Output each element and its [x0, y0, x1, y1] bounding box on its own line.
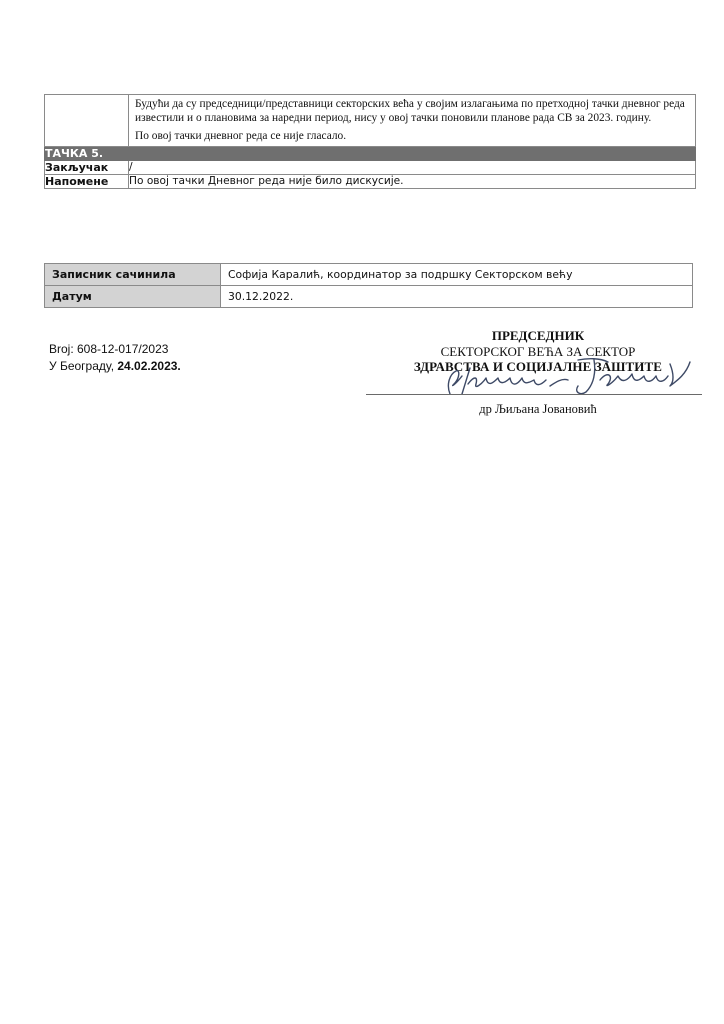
reference-block — [49, 341, 181, 375]
minutes-info-table — [44, 263, 693, 308]
signatory-name: др Љиљана Јовановић — [479, 402, 597, 416]
notes-value: По овој тачки Дневног реда није било дискусије. — [129, 175, 696, 189]
signature-caption: др Љиљана Јовановић — [544, 395, 592, 400]
section-header-row — [45, 147, 696, 161]
notes-label: Напомене — [45, 175, 129, 189]
place-date: 24.02.2023. — [117, 359, 181, 373]
author-row — [45, 264, 693, 286]
conclusion-value: / — [129, 161, 696, 175]
place-prefix: У Београду, — [49, 359, 118, 373]
notes-row — [45, 175, 696, 189]
date-value: 30.12.2022. — [221, 286, 693, 308]
date-row — [45, 286, 693, 308]
title-president: ПРЕДСЕДНИК — [491, 328, 585, 343]
conclusion-label: Закључак — [45, 161, 129, 175]
reference-place-date — [49, 358, 181, 375]
title-sector: ЗДРАВСТВА И СОЦИЈАЛНЕ ЗАШТИТЕ — [413, 359, 663, 374]
date-label: Датум — [45, 286, 221, 308]
title-council: СЕКТОРСКОГ ВЕЋА ЗА СЕКТОР — [440, 343, 636, 359]
agenda-row-continued — [45, 95, 696, 147]
reference-number: Broj: 608-12-017/2023 — [49, 342, 169, 356]
paragraph-planovi: Будући да су председници/представници секторских већа у својим излагањима по претходној тачки дневног реда известили и о плановима за наредни период, нису у овој тачки поновили планове рада СВ за 2023. годину. — [135, 98, 685, 124]
empty-label-cell — [45, 95, 129, 147]
signature-strokes — [448, 359, 690, 394]
agenda-text-cell — [129, 95, 696, 147]
section-heading: ТАЧКА 5. — [45, 147, 129, 161]
agenda-table — [44, 94, 696, 189]
conclusion-row — [45, 161, 696, 175]
signature-line — [366, 394, 702, 395]
author-value: Софија Каралић, координатор за подршку Секторском већу — [221, 264, 693, 286]
author-label: Записник сачинила — [45, 264, 221, 286]
paragraph-glasanje: По овој тачки дневног реда се није гласало. — [135, 130, 347, 142]
